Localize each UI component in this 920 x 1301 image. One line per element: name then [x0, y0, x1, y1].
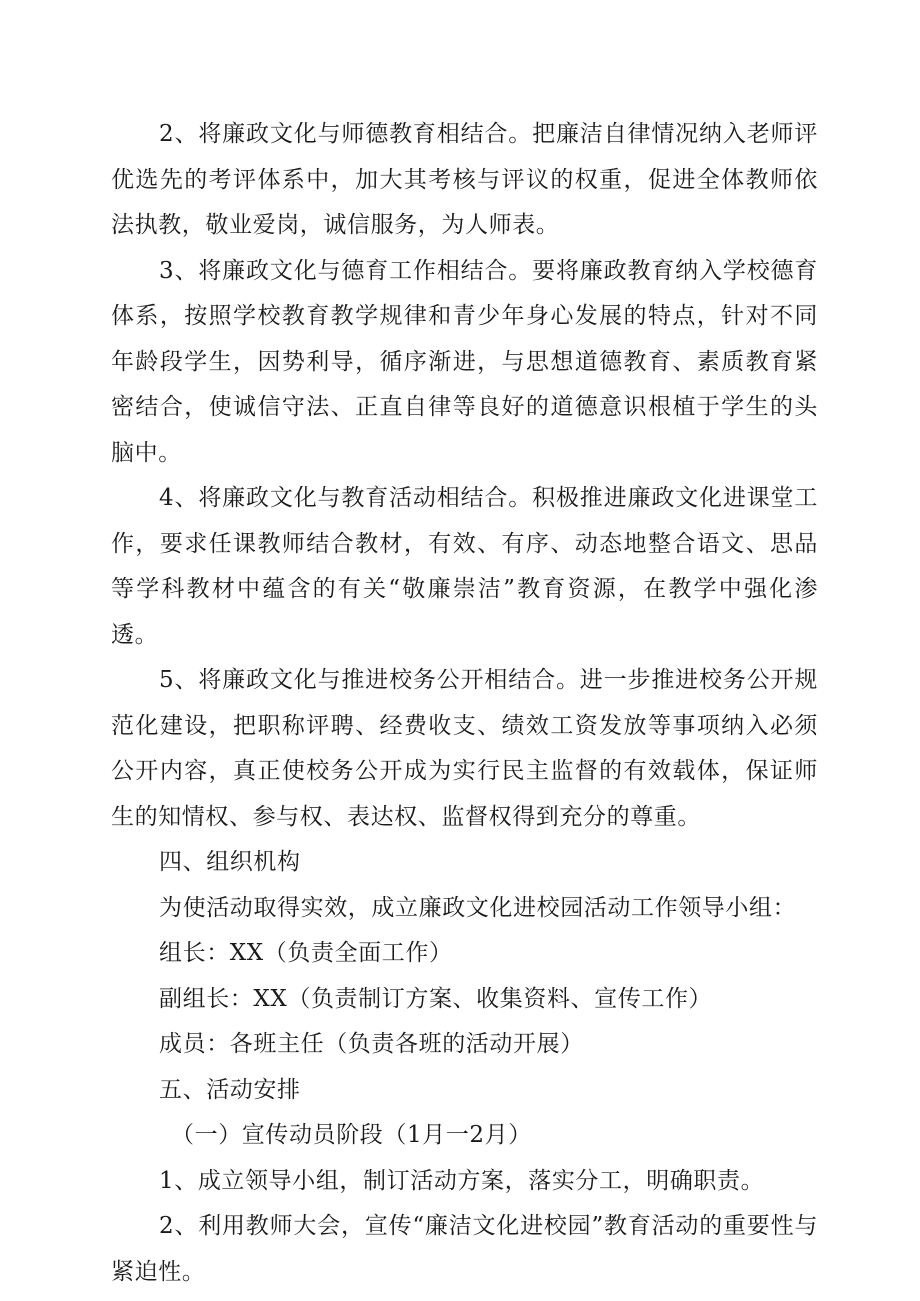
schedule-item-one: 1、成立领导小组，制订活动方案，落实分工，明确职责。 — [159, 1167, 765, 1194]
section-heading-organization: 四、组织机构 — [159, 849, 301, 875]
paragraph-teacher-ethics: 2、将廉政文化与师德教育相结合。把廉洁自律情况纳入老师评优选先的考评体系中，加大其考核与评议的权重，促进全体教师依法执教，敬业爱岗，诚信服务，为人师表。 — [111, 121, 818, 238]
organization-deputy: 副组长：XX（负责制订方案、收集资料、宣传工作） — [159, 985, 713, 1012]
section-heading-schedule: 五、活动安排 — [159, 1076, 301, 1103]
paragraph-moral-education: 3、将廉政文化与德育工作相结合。要将廉政教育纳入学校德育体系，按照学校教育教学规律和青少年身心发展的特点，针对不同年龄段学生，因势利导，循序渐进，与思想道德教育、素质教育紧密结合，使诚信守法、正直自律等良好的道德意识根植于学生的头脑中。 — [111, 257, 818, 466]
paragraph-school-affairs: 5、将廉政文化与推进校务公开相结合。进一步推进校务公开规范化建设，把职称评聘、经费收支、绩效工资发放等事项纳入必须公开内容，真正使校务公开成为实行民主监督的有效载体，保证师生的知情权、参与权、表达权、监督权得到充分的尊重。 — [111, 667, 818, 830]
organization-members: 成员：各班主任（负责各班的活动开展） — [159, 1031, 584, 1057]
document-body — [111, 112, 818, 1295]
organization-leader: 组长：XX（负责全面工作） — [159, 940, 453, 966]
paragraph-education-activities: 4、将廉政文化与教育活动相结合。积极推进廉政文化进课堂工作，要求任课教师结合教材，有效、有序、动态地整合语文、思品等学科教材中蕴含的有关“敬廉崇洁”教育资源，在教学中强化渗透。 — [111, 485, 818, 648]
organization-intro: 为使活动取得实效，成立廉政文化进校园活动工作领导小组： — [159, 894, 797, 921]
schedule-stage-one: （一）宣传动员阶段（1月一2月） — [171, 1122, 532, 1148]
schedule-item-two: 2、利用教师大会，宣传“廉洁文化进校园”教育活动的重要性与紧迫性。 — [111, 1213, 818, 1285]
